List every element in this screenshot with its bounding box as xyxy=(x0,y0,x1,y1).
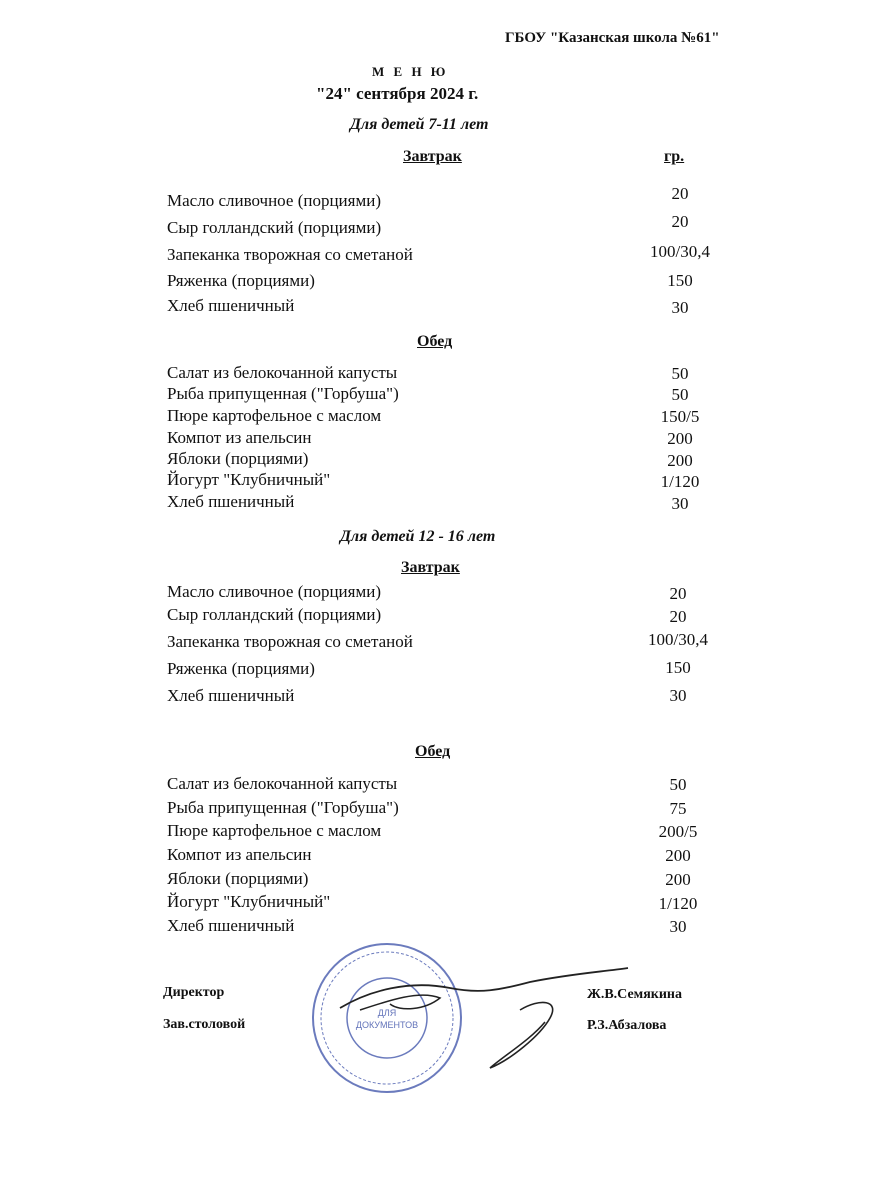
section-heading-lunch-1: Обед xyxy=(417,333,453,350)
section-heading-breakfast-2: Завтрак xyxy=(401,559,460,576)
unit-heading: гр. xyxy=(664,148,685,165)
menu-item-value: 20 xyxy=(671,212,689,231)
director-name: Ж.В.Семякина xyxy=(587,987,682,1002)
menu-item-value: 200 xyxy=(665,846,691,865)
menu-item-name: Йогурт "Клубничный" xyxy=(167,470,331,489)
menu-item-value: 20 xyxy=(669,607,687,626)
menu-item-name: Запеканка творожная со сметаной xyxy=(167,632,413,651)
menu-item-value: 1/120 xyxy=(658,894,698,913)
age-group-heading-2: Для детей 12 - 16 лет xyxy=(340,528,496,545)
menu-item-value: 20 xyxy=(669,584,687,603)
menu-item-name: Ряженка (порциями) xyxy=(167,271,315,290)
svg-text:ДЛЯ: ДЛЯ xyxy=(377,1008,397,1018)
section-heading-breakfast-1: Завтрак xyxy=(403,148,462,165)
menu-item-name: Ряженка (порциями) xyxy=(167,659,315,678)
menu-item-name: Пюре картофельное с маслом xyxy=(167,821,382,840)
menu-item-name: Салат из белокочанной капусты xyxy=(167,363,398,382)
menu-item-value: 200/5 xyxy=(658,822,698,841)
menu-item-name: Рыба припущенная ("Горбуша") xyxy=(167,798,399,817)
menu-title: М Е Н Ю xyxy=(372,64,449,79)
menu-item-value: 50 xyxy=(669,775,687,794)
menu-item-name: Хлеб пшеничный xyxy=(167,492,295,511)
handwritten-signatures xyxy=(330,960,640,1080)
menu-item-value: 100/30,4 xyxy=(648,630,708,649)
canteen-manager-name: Р.З.Абзалова xyxy=(587,1018,667,1033)
menu-item-name: Хлеб пшеничный xyxy=(167,686,295,705)
menu-item-name: Рыба припущенная ("Горбуша") xyxy=(167,384,399,403)
menu-item-name: Компот из апельсин xyxy=(167,845,312,864)
menu-item-value: 50 xyxy=(671,385,689,404)
menu-item-name: Масло сливочное (порциями) xyxy=(167,582,381,601)
menu-item-name: Йогурт "Клубничный" xyxy=(167,892,331,911)
menu-item-name: Запеканка творожная со сметаной xyxy=(167,245,413,264)
menu-item-value: 200 xyxy=(667,451,693,470)
menu-item-value: 30 xyxy=(671,494,689,513)
menu-item-value: 20 xyxy=(671,184,689,203)
menu-item-value: 150 xyxy=(665,658,691,677)
menu-item-value: 200 xyxy=(667,429,693,448)
menu-item-name: Хлеб пшеничный xyxy=(167,296,295,315)
menu-item-name: Яблоки (порциями) xyxy=(167,869,309,888)
menu-item-value: 200 xyxy=(665,870,691,889)
menu-item-value: 150/5 xyxy=(660,407,700,426)
menu-item-name: Сыр голландский (порциями) xyxy=(167,605,382,624)
menu-item-name: Пюре картофельное с маслом xyxy=(167,406,382,425)
section-heading-lunch-2: Обед xyxy=(415,743,451,760)
menu-item-name: Хлеб пшеничный xyxy=(167,916,295,935)
menu-item-name: Салат из белокочанной капусты xyxy=(167,774,398,793)
menu-item-name: Сыр голландский (порциями) xyxy=(167,218,382,237)
menu-item-value: 30 xyxy=(669,686,687,705)
menu-date: "24" сентября 2024 г. xyxy=(316,84,479,103)
menu-item-value: 30 xyxy=(669,917,687,936)
menu-item-name: Компот из апельсин xyxy=(167,428,312,447)
menu-item-value: 50 xyxy=(671,364,689,383)
director-label: Директор xyxy=(163,985,225,1000)
svg-text:ДОКУМЕНТОВ: ДОКУМЕНТОВ xyxy=(355,1020,419,1030)
age-group-heading-1: Для детей 7-11 лет xyxy=(350,116,489,133)
canteen-manager-label: Зав.столовой xyxy=(163,1017,246,1032)
menu-item-value: 75 xyxy=(669,799,687,818)
menu-item-value: 150 xyxy=(667,271,693,290)
organization-name: ГБОУ "Казанская школа №61" xyxy=(505,30,720,46)
menu-item-name: Яблоки (порциями) xyxy=(167,449,309,468)
menu-item-value: 100/30,4 xyxy=(650,242,710,261)
menu-item-value: 30 xyxy=(671,298,689,317)
menu-item-value: 1/120 xyxy=(660,472,700,491)
menu-item-name: Масло сливочное (порциями) xyxy=(167,191,381,210)
